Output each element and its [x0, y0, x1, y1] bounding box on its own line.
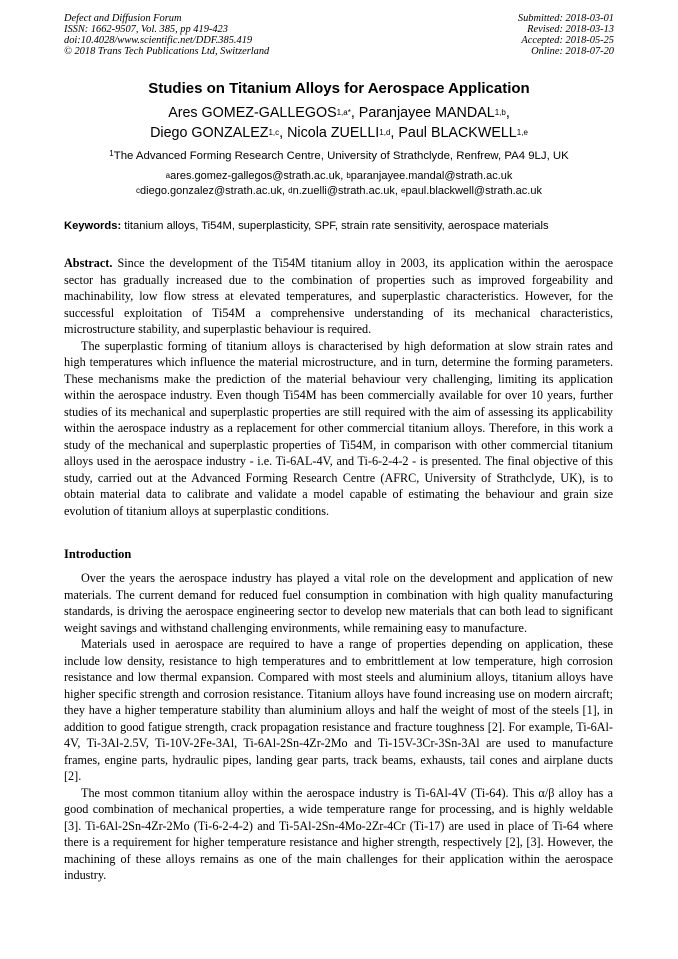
introduction-body [64, 570, 613, 884]
journal-header-left [64, 13, 269, 57]
abstract-paragraph [64, 255, 613, 338]
email-sup: c [136, 186, 141, 195]
affiliation-text: The Advanced Forming Research Centre, University of Strathclyde, Renfrew, PA4 9LJ, UK [113, 150, 569, 162]
date-online: Online: 2018-07-20 [531, 46, 614, 57]
author-separator: , [390, 125, 399, 141]
author-name: Nicola ZUELLI [287, 125, 380, 141]
author-separator: , [350, 105, 359, 121]
keywords [64, 220, 624, 232]
author-name: Diego GONZALEZ [150, 125, 269, 141]
email-address: ares.gomez-gallegos@strath.ac.uk, [170, 170, 347, 182]
keywords-text: titanium alloys, Ti54M, superplasticity, SPF, strain rate sensitivity, aerospace materials [121, 220, 549, 232]
author-emails [0, 169, 678, 199]
journal-doi: doi:10.4028/www.scientific.net/DDF.385.419 [64, 35, 253, 46]
author-separator: , [505, 105, 510, 121]
author-affil-sup: 1,c [268, 128, 280, 137]
affiliation [0, 150, 678, 162]
author-line-1 [0, 104, 678, 123]
email-address: diego.gonzalez@strath.ac.uk, [140, 185, 289, 197]
affiliation-sup: 1 [109, 149, 114, 158]
email-sup: d [288, 186, 293, 195]
author-line-2 [0, 124, 678, 143]
author-name: Paul BLACKWELL [398, 125, 517, 141]
author-name: Paranjayee MANDAL [358, 105, 495, 121]
date-submitted: Submitted: 2018-03-01 [517, 13, 614, 24]
email-address: paul.blackwell@strath.ac.uk [405, 185, 542, 197]
author-affil-sup: 1,e [516, 128, 528, 137]
journal-issn: ISSN: 1662-9507, Vol. 385, pp 419-423 [64, 24, 228, 35]
email-address: n.zuelli@strath.ac.uk, [292, 185, 401, 197]
abstract [64, 255, 613, 519]
author-affil-sup: 1,d [379, 128, 391, 137]
email-sup: a [165, 171, 171, 180]
journal-copyright: © 2018 Trans Tech Publications Ltd, Switzerland [64, 46, 270, 57]
section-heading-introduction: Introduction [64, 547, 132, 561]
author-separator: , [279, 125, 288, 141]
author-affil-sup: 1,b [494, 108, 506, 117]
email-sup: e [401, 186, 406, 195]
author-affil-sup: 1,a* [336, 108, 351, 117]
journal-name: Defect and Diffusion Forum [64, 13, 182, 24]
author-name: Ares GOMEZ-GALLEGOS [168, 105, 337, 121]
keywords-label: Keywords: [64, 220, 122, 232]
email-line-1 [0, 169, 678, 184]
intro-paragraph: Materials used in aerospace are required to have a range of properties depending on application, these include low density, resistance to high temperatures and to embrittlement at low temperature, high corrosion resistance and low thermal expansion. Compared with most steels and aluminium alloys, titanium alloys have higher specific strength and corrosion resistance. Titanium alloys have found increasing use on modern aircraft; they have a higher temperature stability than aluminium alloys and half the weight of most of the steels [1], in addition to good fatigue strength, crack propagation resistance and fracture toughness [2]. For example, Ti-6Al-4V, Ti-3Al-2.5V, Ti-10V-2Fe-3Al, Ti-6Al-2Sn-4Zr-2Mo and Ti-15V-3Cr-3Sn-3Al are used to manufacture frames, engine parts, hydraulic pipes, landing gear parts, track beams, exhausts, tail cones and airplane ducts [2]. [64, 637, 613, 783]
paper-title: Studies on Titanium Alloys for Aerospace Application [148, 80, 530, 97]
intro-paragraph: The most common titanium alloy within the aerospace industry is Ti-6Al-4V (Ti-64). This α/β alloy has a good combination of mechanical properties, a wide temperature range for processing, and is highly weldable [3]. Ti-6Al-2Sn-4Zr-2Mo (Ti-6-2-4-2) and Ti-5Al-2Sn-4Mo-2Zr-4Cr (Ti-17) are used in place of Ti-64 where there is a requirement for higher temperature resistance and higher strength, respectively [2], [3]. However, the machining of these alloys remains as one of the main challenges for their application within the aerospace industry. [64, 785, 613, 882]
abstract-paragraph: The superplastic forming of titanium alloys is characterised by high deformation at slow strain rates and high temperatures which influence the material microstructure, and in turn, determine the forming parameters. These mechanisms make the prediction of the material behaviour very challenging, limiting its application within the aerospace industry. Even though Ti54M has been commercially available for over 10 years, further studies of its mechanical and superplastic properties are still required with the aim of assessing its applicability within the aerospace industry as a replacement for other commercial titanium alloys. Therefore, in this work a study of the mechanical and superplastic properties of Ti54M, in comparison with other commercial titanium alloys used in the aerospace industry - i.e. Ti-6AL-4V, and Ti-6-2-4-2 - is presented. The final objective of this study, carried out at the Advanced Forming Research Centre (AFRC, University of Strathclyde, UK), is to obtain material data to calibrate and validate a model capable of estimating the behaviour and grain size evolution of titanium alloys at superplastic conditions. [64, 338, 613, 518]
date-revised: Revised: 2018-03-13 [527, 24, 614, 35]
date-accepted: Accepted: 2018-05-25 [521, 35, 614, 46]
email-address: paranjayee.mandal@strath.ac.uk [350, 170, 513, 182]
email-line-2 [0, 184, 678, 199]
abstract-text: Since the development of the Ti54M titanium alloy in 2003, its application within the aerospace sector has gradually increased due to the combination of properties such as improved forgeability and machinability, low flow stress at elevated temperatures, and superplastic characteristics. However, for the successful exploitation of Ti54M a comprehensive understanding of its mechanical characteristics, microstructure stability, and superplastic behaviour is required. [64, 256, 613, 336]
email-sup: b [346, 171, 351, 180]
intro-paragraph: Over the years the aerospace industry has played a vital role on the development and application of new materials. The current demand for reduced fuel consumption in combination with high quality manufacturing standards, is driving the aerospace engineering sector to develop new materials that can both lead to significant weight savings and withstand challenging environments, while remaining easy to manufacture. [64, 571, 613, 635]
abstract-label: Abstract. [64, 256, 113, 270]
journal-header-right [518, 13, 614, 57]
